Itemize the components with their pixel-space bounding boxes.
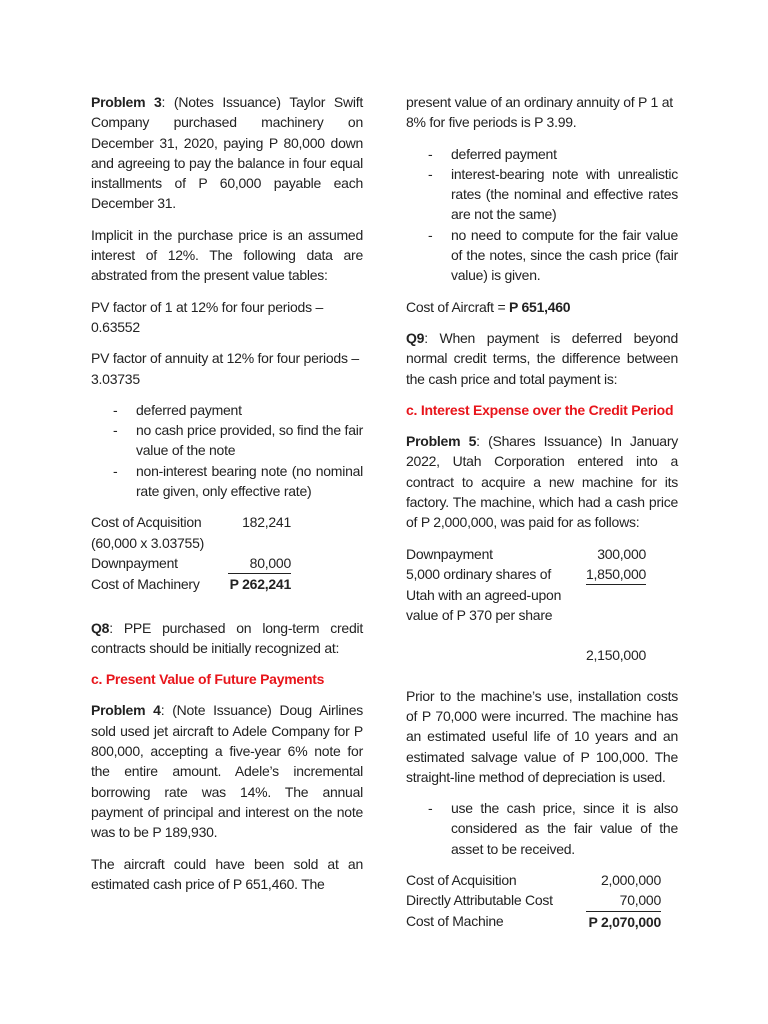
machine-cost-table bbox=[406, 870, 661, 932]
total-row: 2,150,000 bbox=[586, 647, 647, 664]
problem-5-paragraph: Problem 5: (Shares Issuance) In January 2022, Utah Corporation entered into a contract to acquire a new machine for its factory. The machine, which had a cash price of P 2,000,000, was paid for as follows: bbox=[406, 433, 678, 531]
problem-3-paragraph: Problem 3: (Notes Issuance) Taylor Swift Company purchased machinery on December 31, 2020, paying P 80,000 down and agreeing to pay the balance in four equal installments of P 60,000 payable each December 31. bbox=[91, 94, 363, 212]
pv-factor-annuity: PV factor of annuity at 12% for four periods – 3.03735 bbox=[91, 350, 359, 387]
table-row: value of P 370 per share bbox=[406, 607, 553, 624]
problem-5-notes-list bbox=[406, 798, 678, 859]
cost-of-aircraft: Cost of Aircraft = P 651,460 bbox=[406, 298, 571, 315]
table-row: Downpayment 300,000 bbox=[406, 545, 647, 562]
table-row: Cost of Acquisition 2,000,000 bbox=[406, 872, 661, 888]
table-row: 5,000 ordinary shares of 1,850,000 bbox=[406, 564, 646, 585]
problem-4-paragraph: Problem 4: (Note Issuance) Doug Airlines sold used jet aircraft to Adele Company for P 800,000, accepting a five-year 6% note for the entire amount. Adele’s incremental borrowing rate was 14%. The annual payment of principal and interest on the note was to be P 189,930. bbox=[91, 702, 363, 841]
list-item: - no need to compute for the fair value of the notes, since the cash price (fair value) is given. bbox=[406, 225, 678, 286]
list-item: - non-interest bearing note (no nominal rate given, only effective rate) bbox=[91, 461, 363, 502]
table-row: Utah with an agreed-upon bbox=[406, 586, 562, 603]
q8-question: Q8: PPE purchased on long-term credit contracts should be initially recognized at: bbox=[91, 619, 363, 656]
table-row: Cost of Machinery P 262,241 bbox=[91, 575, 291, 593]
list-item: - interest-bearing note with unrealistic rates (the nominal and effective rates are not the same) bbox=[406, 164, 678, 225]
payment-table bbox=[406, 544, 646, 666]
pv-factor-1: PV factor of 1 at 12% for four periods – 0.63552 bbox=[91, 298, 324, 335]
installation-paragraph: Prior to the machine’s use, installation costs of P 70,000 were incurred. The machine has an estimated useful life of 10 years and an estimated salvage value of P 100,000. The straight-line method of depreciation is used. bbox=[406, 687, 678, 785]
table-row: Cost of Machine P 2,070,000 bbox=[406, 913, 661, 930]
q9-question: Q9: When payment is deferred beyond normal credit terms, the difference between the cash price and total payment is: bbox=[406, 329, 678, 387]
list-item: - no cash price provided, so find the fair value of the note bbox=[91, 420, 363, 461]
problem-4-notes-list bbox=[406, 144, 678, 286]
table-row: Cost of Acquisition 182,241 bbox=[91, 514, 291, 531]
table-row: Downpayment 80,000 bbox=[91, 553, 291, 574]
aircraft-paragraph: The aircraft could have been sold at an estimated cash price of P 651,460. The bbox=[91, 855, 363, 892]
table-row: Directly Attributable Cost 70,000 bbox=[406, 890, 661, 911]
q8-answer: c. Present Value of Future Payments bbox=[91, 671, 325, 688]
table-row bbox=[406, 625, 646, 645]
problem-3-notes-list bbox=[91, 400, 363, 501]
list-item: - deferred payment bbox=[91, 400, 363, 420]
table-row: (60,000 x 3.03755) bbox=[91, 534, 205, 551]
list-item: - use the cash price, since it is also considered as the fair value of the asset to be received. bbox=[406, 798, 678, 859]
left-column bbox=[91, 92, 363, 905]
list-item: - deferred payment bbox=[406, 144, 678, 164]
machinery-cost-table bbox=[91, 512, 291, 594]
problem-3-label: Problem 3 bbox=[91, 94, 162, 110]
annuity-continuation: present value of an ordinary annuity of P 1 at 8% for five periods is P 3.99. bbox=[406, 94, 673, 131]
implicit-interest-paragraph: Implicit in the purchase price is an assumed interest of 12%. The following data are abstrated from the present value tables: bbox=[91, 226, 363, 284]
q9-answer: c. Interest Expense over the Credit Period bbox=[406, 401, 674, 418]
right-column bbox=[406, 92, 678, 932]
